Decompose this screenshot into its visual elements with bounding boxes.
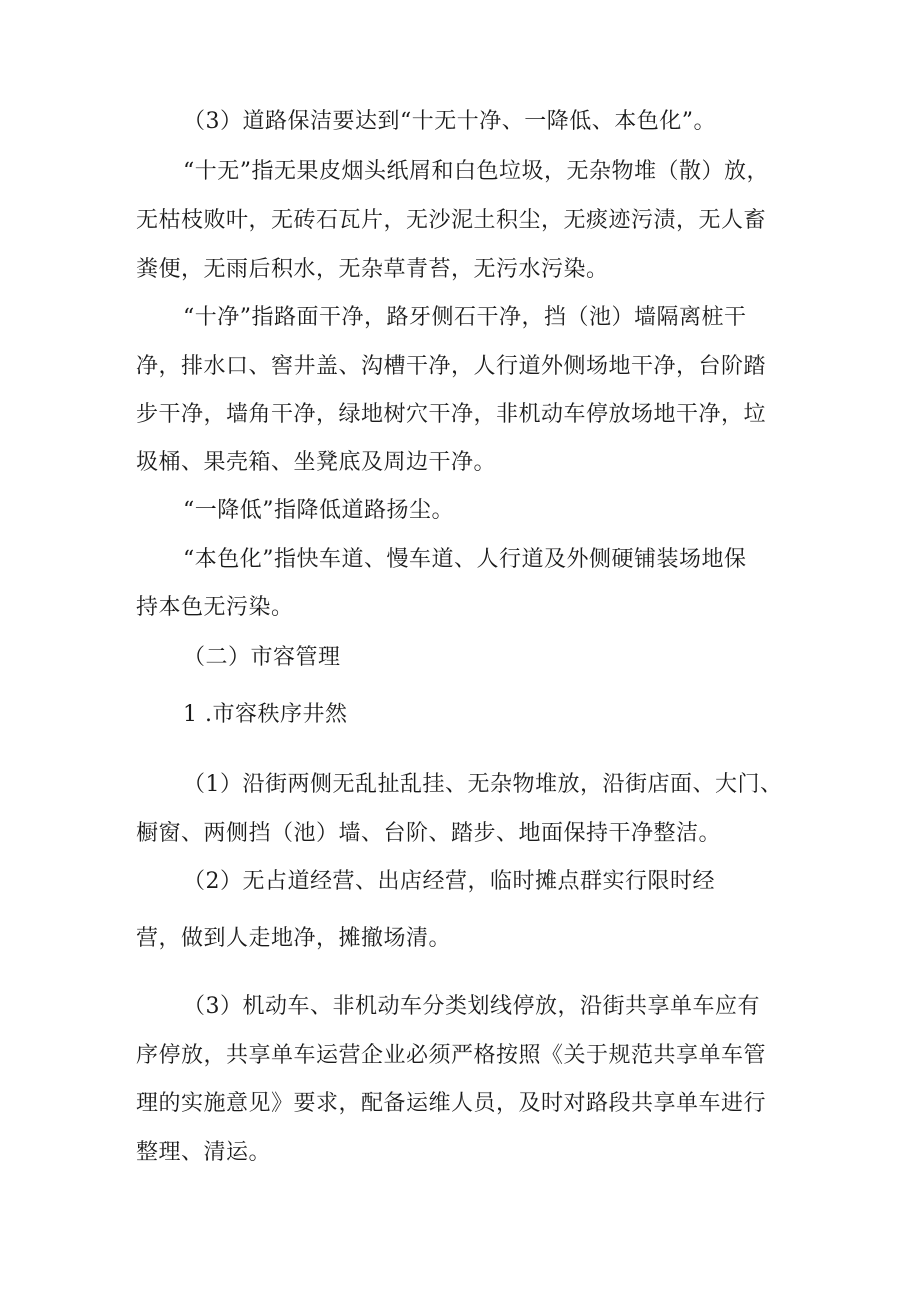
- paragraph-original-color-line-2: 持本色无污染。: [136, 595, 294, 620]
- paragraph-road-cleaning-standard: （3）道路保洁要达到“十无十净、一降低、本色化”。: [183, 109, 716, 134]
- paragraph-item-1-line-1: （1）沿街两侧无乱扯乱挂、无杂物堆放，沿街店面、大门、: [183, 772, 783, 797]
- paragraph-item-2-line-2: 营，做到人走地净，摊撤场清。: [136, 926, 452, 951]
- paragraph-item-3-line-1: （3）机动车、非机动车分类划线停放，沿街共享单车应有: [183, 994, 760, 1019]
- section-heading: （二）市容管理: [183, 645, 341, 670]
- paragraph-ten-clean-line-3: 步干净，墙角干净，绿地树穴干净，非机动车停放场地干净，垃: [136, 402, 767, 427]
- paragraph-item-3-line-2: 序停放，共享单车运营企业必须严格按照《关于规范共享单车管: [136, 1043, 767, 1068]
- paragraph-one-reduce: “一降低”指降低道路扬尘。: [183, 498, 454, 523]
- paragraph-original-color-line-1: “本色化”指快车道、慢车道、人行道及外侧硬铺装场地保: [183, 547, 747, 572]
- paragraph-item-2-line-1: （2）无占道经营、出店经营，临时摊点群实行限时经: [183, 869, 715, 894]
- paragraph-ten-no-line-2: 无枯枝败叶，无砖石瓦片，无沙泥土积尘，无痰迹污渍，无人畜: [136, 208, 767, 233]
- paragraph-item-3-line-3: 理的实施意见》要求，配备运维人员，及时对路段共享单车进行: [136, 1091, 767, 1116]
- paragraph-item-1-line-2: 橱窗、两侧挡（池）墙、台阶、踏步、地面保持干净整洁。: [136, 821, 722, 846]
- paragraph-ten-no-line-3: 粪便，无雨后积水，无杂草青苔，无污水污染。: [136, 257, 609, 282]
- paragraph-ten-clean-line-1: “十净”指路面干净，路牙侧石干净，挡（池）墙隔离桩干: [183, 305, 747, 330]
- sub-heading: 1 .市容秩序井然: [183, 702, 348, 727]
- paragraph-ten-clean-line-4: 圾桶、果壳箱、坐凳底及周边干净。: [136, 450, 497, 475]
- paragraph-ten-clean-line-2: 净，排水口、窖井盖、沟槽干净，人行道外侧场地干净，台阶踏: [136, 354, 767, 379]
- paragraph-ten-no-line-1: “十无”指无果皮烟头纸屑和白色垃圾，无杂物堆（散）放，: [183, 159, 769, 184]
- paragraph-item-3-line-4: 整理、清运。: [136, 1140, 272, 1165]
